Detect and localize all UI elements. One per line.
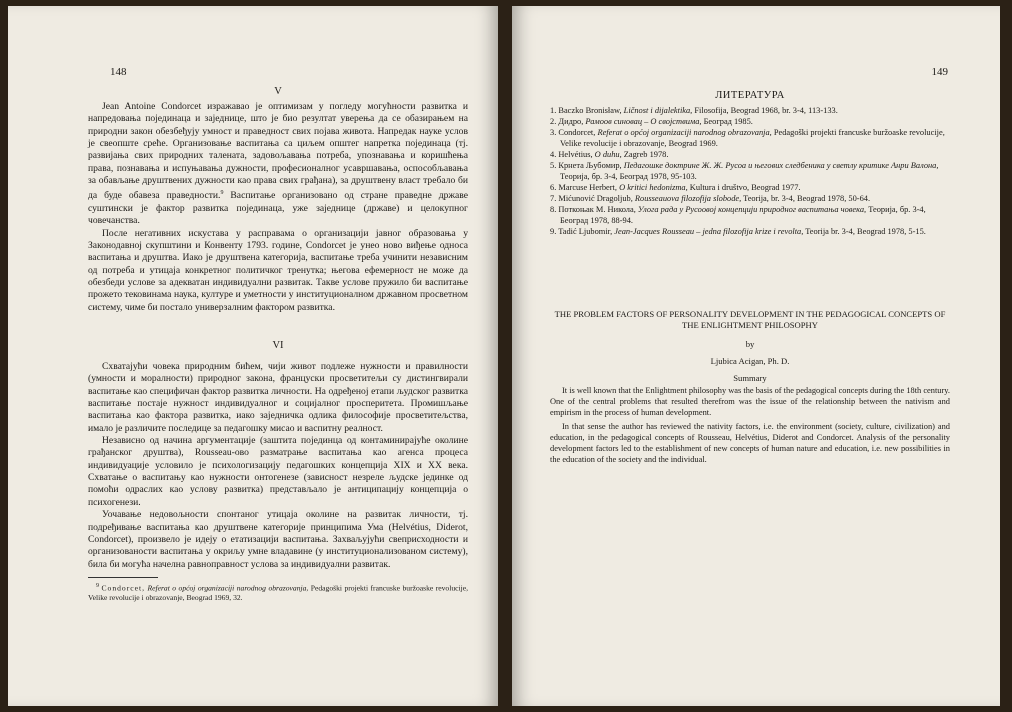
summary-paragraph-2: In that sense the author has reviewed the nativity factors, i.e. the environment (society, culture, civilization) and education, in the pedagogical concepts of Rousseau, Helvétius, Diderot and Condorcet. Analysis of the personality development factors led to the establishment of new concepts of human nature and education, i.e. new possibilities in the education of the society and the individual. [550,422,950,464]
footnote-rest: Pedagoški projekti francuske buržoaske revolucije, Velike revolucije i obrazovanje, Beograd 1969, 32. [88,583,468,603]
reference-n: 8. [550,205,557,214]
footnote-author: Condorcet, [101,583,145,593]
paragraph-v1-text: Jean Antoine Condorcet изражавао је оптимизам у погледу могућности развитка и напредовања појединаца и заједнице, што је био резултат уверења да се обазирањем на природни закон обезбеђују умност и праведност свих појава живота. Напредак науке услов је свеопште среће. Организовање васпитања са циљем општег напретка појединаца (тј. развијања свих природних талената, задовољавања потреба, упознавања и коришћења права, познавања и испуњавања дужности, професионалног усавршавања, оспособљавања за обављање друштвених дужности као права свих грађана), за друштвену власт требало би да буде обавеза праведности. [88,101,468,202]
footnote-title: Referat o općoj organizaciji narodnog obrazovanja, [147,583,309,593]
reference-title: Referat o općoj organizaciji narodnog obrazovanja, [597,128,772,137]
reference-item [550,226,950,237]
reference-author: Крнета Љубомир, [558,161,622,170]
section-heading-v: V [274,86,282,97]
summary [550,386,950,466]
reference-author: Mićunović Dragoljub, [558,194,633,203]
reference-title: O kritici hedonizma, [619,183,688,192]
reference-author: Helvétius, [558,150,593,159]
reference-item [550,204,950,226]
reference-rest: Zagreb 1978. [623,150,669,159]
reference-n: 6. [550,183,557,192]
reference-list [550,105,950,237]
reference-rest: Kultura i društvo, Beograd 1977. [689,183,801,192]
reference-rest: Teorija, br. 3-4, Beograd 1978, 50-64. [743,194,871,203]
reference-author: Condorcet, [558,128,596,137]
by-line: by [745,339,755,349]
reference-title: Jean-Jacques Rousseau – jedna filozofija krize i revolta, [614,227,804,236]
paragraph-v1-tail: Васпитање организовано од стране праведне државе суштински је фактор развитка појединаца, уже заједнице (државе) и целокупног човечанства. [88,190,468,227]
reference-item [550,182,950,193]
reference-title: Рамоов синовац – О својствима, [585,117,702,126]
summary-paragraph-1: It is well known that the Enlightment philosophy was the basis of the pedagogical concepts during the 18th century. One of the central problems that resulted therefrom was the issue of the relationship between the nativism and empirism in the process of human development. [550,386,950,417]
footnote-marker[interactable]: 9 [220,190,224,197]
page-number-left: 148 [110,66,127,78]
right-page [512,6,1000,706]
reference-author: Поткоњак М. Никола, [558,205,636,214]
reference-title: Педагошке доктрине Ж. Ж. Русоа и његових следбеника у светлу критике Анри Валона, [623,161,939,170]
left-page [8,6,498,706]
reference-n: 4. [550,150,557,159]
footnote-number: 9 [96,582,99,589]
reference-rest: Теорија, бр. 3-4, Београд 1978, 95-103. [560,172,697,181]
reference-rest: Pedagoški projekti francuske buržoaske revolucije, Velike revolucije i obrazovanje, Beograd 1969. [560,128,945,148]
reference-item [550,149,950,160]
reference-rest: Теорија, бр. 3-4, Београд 1978, 88-94. [560,205,926,225]
reference-item [550,105,950,116]
reference-title: Rousseauova filozofija slobode, [634,194,742,203]
section-heading-vi: VI [272,340,284,352]
reference-item [550,127,950,149]
page-number-right: 149 [931,66,948,78]
paragraph-v2: После негативних искустава у расправама о организацији јавног образовања у Законодавној скупштини и Конвенту 1793. године, Condorcet је унео ново виђење односа васпитања и друштва. Иако је друштвена категорија, васпитање треба учинити независним од потреба и утицаја конкретног политичког тренутка; његова ефемерност не може да обезбеди услове за адекватан индивидуални развитак. Такве услове пружило би васпитање прожето тековинама наука, културе и уметности у институционалном државном просветном систему, чиме би постало универзалним фактором развитка. [88,227,468,313]
reference-n: 1. [550,106,557,115]
reference-rest: Teorija br. 3-4, Beograd 1978, 5-15. [805,227,926,236]
author-name: Ljubica Acigan, Ph. D. [710,356,790,366]
paragraph-vi3: Уочавање недовољности спонтаног утицаја околине на развитак личности, тј. подређивање васпитања као друштвене категорије принципима Ума (Helvétius, Diderot, Condorcet), произвело је идеју о етатизацији васпитања. Захваљујући свеприсходности и организованости васпитања у окриљу умне владавине (у институционализованом систему), била би могућа начелна равноправност услова за индивидуални развитак. [88,509,468,570]
reference-author: Baczko Bronisław, [558,106,622,115]
reference-n: 9. [550,227,557,236]
reference-author: Дидро, [558,117,584,126]
reference-title: Ličnost i dijalektika, [623,106,693,115]
english-title: THE PROBLEM FACTORS OF PERSONALITY DEVELOPMENT IN THE PEDAGOGICAL CONCEPTS OF THE ENLIGHTMENT PHILOSOPHY [554,309,946,330]
reference-rest: Београд 1985. [703,117,753,126]
summary-heading: Summary [733,373,767,383]
reference-author: Tadić Ljubomir, [558,227,613,236]
footnote [88,581,468,604]
reference-item [550,116,950,127]
paragraph-vi2: Независно од начина аргументације (заштита појединца од контаминирајуће околине грађанског друштва), Rousseau-ово разматрање васпитања као агенса процеса индивидуације условило је психологизацију педагошких концепција XIX и XX века. Схватање о васпитању као нужности онтогенезе (зависност незреле људске јединке од помоћи одраслих као услову развитка) представљало је антиципацију концепција о психогенези. [88,435,468,508]
literature-heading: ЛИТЕРАТУРА [715,90,785,101]
paragraph-v1 [88,101,468,228]
reference-n: 7. [550,194,557,203]
reference-title: Улога рада у Русоовој концепцији природног васпитања човека, [637,205,867,214]
reference-n: 2. [550,117,557,126]
footnote-divider [88,577,158,578]
reference-n: 5. [550,161,557,170]
reference-author: Marcuse Herbert, [558,183,617,192]
reference-item [550,193,950,204]
reference-n: 3. [550,128,557,137]
reference-item [550,160,950,182]
paragraph-vi1: Схватајући човека природним бићем, чији живот подлеже нужности и правилности (умности и моралности) природног закона, француски просветитељи су дистингвирали васпитање као специфичан фактор развитка личности. На одређеној етапи људског развитка васпитање постаје нужност индивидуалног и социјалног просперитета. Промишљање васпитања као фактора развитка, иако заједничка одлика философије просветитељства, имало је различите последице за педагошку мисао и васпитну реалност. [88,361,468,434]
reference-title: O duhu, [594,150,622,159]
reference-rest: Filosofija, Beograd 1968, br. 3-4, 113-133. [694,106,838,115]
